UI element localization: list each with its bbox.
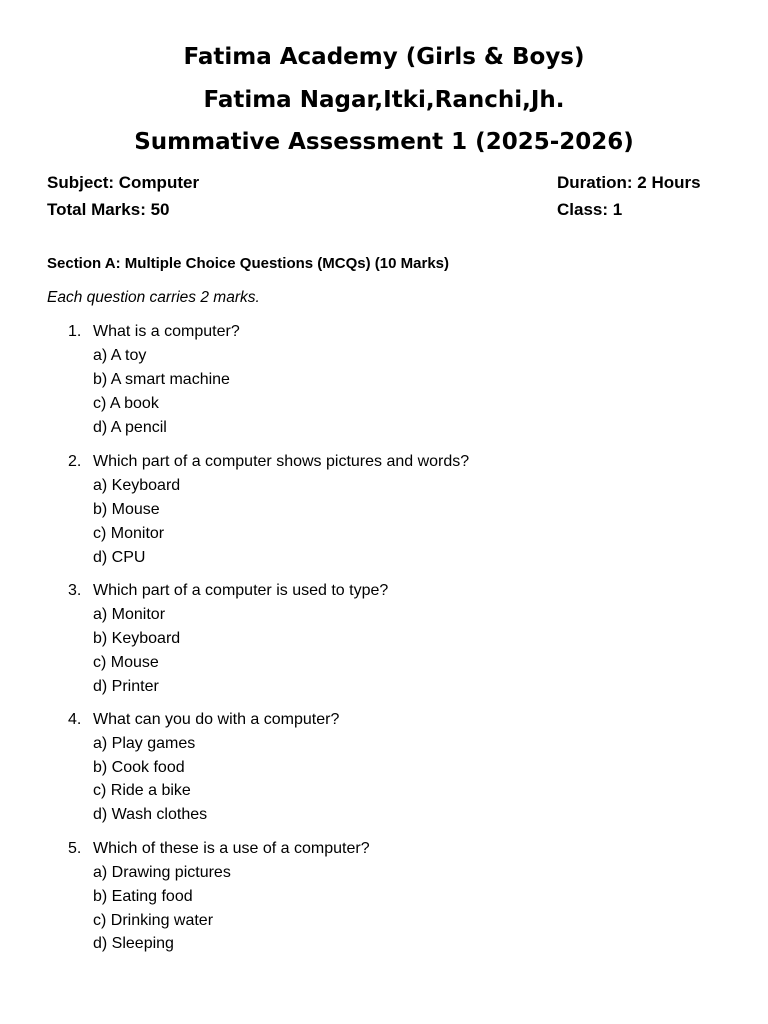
answer-option: b) Mouse xyxy=(93,501,160,518)
section-a-note: Each question carries 2 marks. xyxy=(47,289,260,306)
answer-option: a) Play games xyxy=(93,735,196,752)
answer-option: c) Monitor xyxy=(93,525,165,542)
school-address: Fatima Nagar,Itki,Ranchi,Jh. xyxy=(203,87,565,113)
answer-option: c) Drinking water xyxy=(93,912,214,929)
question-text: What can you do with a computer? xyxy=(93,711,340,728)
answer-option: c) A book xyxy=(93,395,159,412)
question-text: Which part of a computer shows pictures and words? xyxy=(93,453,470,470)
answer-option: b) Keyboard xyxy=(93,630,181,647)
answer-option: b) Cook food xyxy=(93,759,185,776)
question xyxy=(68,712,339,728)
answer-option: a) Keyboard xyxy=(93,477,181,494)
question-number: 5. xyxy=(68,840,82,857)
question xyxy=(68,583,388,599)
question-number: 1. xyxy=(68,323,82,340)
question xyxy=(68,841,370,857)
section-a-heading: Section A: Multiple Choice Questions (MCQs) (10 Marks) xyxy=(47,255,449,272)
subject-label: Subject: Computer xyxy=(47,173,200,192)
school-name: Fatima Academy (Girls & Boys) xyxy=(183,44,585,70)
question-text: What is a computer? xyxy=(93,323,240,340)
answer-option: d) A pencil xyxy=(93,419,167,436)
answer-option: d) Wash clothes xyxy=(93,806,208,823)
answer-option: a) A toy xyxy=(93,347,147,364)
answer-option: b) A smart machine xyxy=(93,371,230,388)
question xyxy=(68,454,469,470)
question-text: Which part of a computer is used to type? xyxy=(93,582,389,599)
answer-option: d) Sleeping xyxy=(93,935,174,952)
answer-option: c) Ride a bike xyxy=(93,782,191,799)
duration-label: Duration: 2 Hours xyxy=(557,173,701,192)
class-label: Class: 1 xyxy=(557,200,623,219)
answer-option: d) Printer xyxy=(93,678,159,695)
question xyxy=(68,324,240,340)
answer-option: c) Mouse xyxy=(93,654,159,671)
total-marks-label: Total Marks: 50 xyxy=(47,200,170,219)
exam-title: Summative Assessment 1 (2025-2026) xyxy=(134,129,634,155)
question-number: 3. xyxy=(68,582,82,599)
answer-option: a) Drawing pictures xyxy=(93,864,231,881)
answer-option: a) Monitor xyxy=(93,606,166,623)
question-text: Which of these is a use of a computer? xyxy=(93,840,370,857)
question-number: 2. xyxy=(68,453,82,470)
answer-option: d) CPU xyxy=(93,549,146,566)
question-number: 4. xyxy=(68,711,82,728)
answer-option: b) Eating food xyxy=(93,888,193,905)
